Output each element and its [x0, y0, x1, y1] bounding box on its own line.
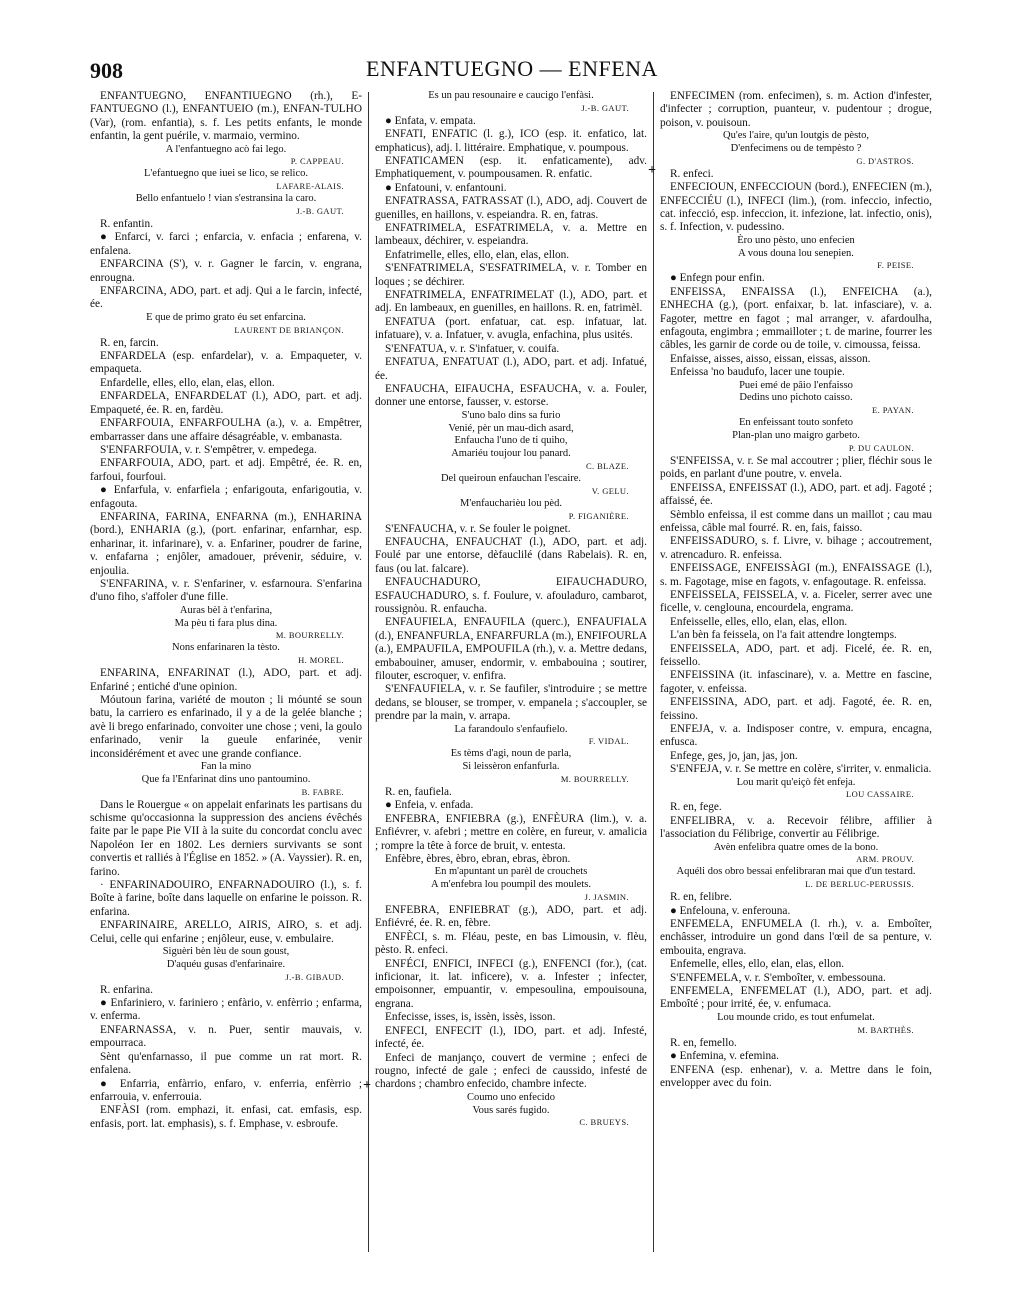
quotation-source: L. DE BERLUC-PERUSSIS.: [805, 879, 914, 890]
quotation-source: J.-B. GIBAUD.: [285, 971, 344, 982]
entry-paragraph: Enfege, ges, jo, jan, jas, jon.: [670, 749, 798, 762]
entry-paragraph: ENFEISSA, ENFAISSA (l.), ENFEICHA (a.), ENHECHA (g.), (port. enfaixar, b. lat. infasciare), v. a. Fagoter, mettre en fagot ; mal arranger, v. afardoulha, enfagouta, engimbra ; emmailloter ; t. de marine, fourrer les câbles, les garnir de corde ou de toile, v. cimoussa, feissa.: [660, 285, 932, 352]
entry-paragraph: ● Enfatouni, v. enfantouni.: [385, 181, 507, 194]
entry-paragraph: Sèmblo enfeissa, il est comme dans un maillot ; cau mau enfeissa, câble mal fourré. R. en, fais, faisso.: [660, 508, 932, 534]
entry-paragraph: Sènt qu'enfarnasso, il pue comme un rat mort. R. enfalena.: [90, 1050, 362, 1077]
entry-paragraph: R. enfarina.: [100, 983, 154, 996]
entry-paragraph: Dans le Rouergue « on appelait enfarinats les partisans du schisme qu'occasionna la suppression des anciens évêchés faite par le pape Pie VII à la suite du concordat conclu avec Napoléon Ier en 1802. Les derniers survivants se sont convertis et ralliés à l'Église en 1852. » (A. Vayssier). R. en, farino.: [90, 798, 362, 878]
quotation-line: Avèn enfelibra quatre omes de la bono.: [713, 841, 879, 853]
entry-paragraph: Enfèbre, èbres, èbro, ebran, ebras, èbron.: [385, 853, 571, 866]
entry-paragraph: ENFARINAIRE, ARELLO, AIRIS, AIRO, s. et adj. Celui, celle qui enfarine ; enjôleur, euse, v. embulaire.: [90, 919, 362, 945]
quotation-line: L'efantuegno que iuei se lico, se relico.: [144, 168, 308, 180]
quotation-line: Ma pèu ti fara plus dina.: [174, 617, 278, 629]
quotation-line: Fan la mino: [200, 761, 252, 773]
quotation-line: En enfeissant touto sonfeto: [738, 417, 854, 429]
entry-paragraph: ENFEISSELA, ADO, part. et adj. Ficelé, ée. R. en, feissello.: [660, 642, 932, 668]
quotation-line: M'enfaucharièu lou pèd.: [460, 497, 562, 509]
quotation-line: Bello enfantuelo ! vian s'estransina la caro.: [135, 193, 317, 205]
entry-paragraph: ENFEMELA, ENFEMELAT (l.), ADO, part. et adj. Emboîté ; pour irrité, ée, v. enfumaca.: [660, 985, 932, 1011]
quotation-line: Aquéli dos obro bessai enfelibraran mai que d'un testard.: [676, 866, 916, 878]
quotation-line: E que de primo grato éu set enfarcina.: [146, 311, 306, 323]
quotation-line: S'uno balo dins sa furio: [461, 409, 561, 421]
quotation-source: J.-B. GAUT.: [581, 102, 629, 113]
quotation-source: F. PEISE.: [877, 260, 914, 271]
entry-paragraph: S'ENFATRIMELA, S'ESFATRIMELA, v. r. Tomber en loques ; se déchirer.: [375, 262, 647, 288]
quotation-source: M. BOURRELLY.: [560, 774, 629, 784]
entry-paragraph: ENFEISSA, ENFEISSAT (l.), ADO, part. et adj. Fagoté ; affaissé, ée.: [660, 481, 932, 508]
quotation-source: LOU CASSAIRE.: [845, 789, 914, 800]
quotation-line: Venié, pèr un mau-dich asard,: [448, 422, 574, 434]
entry-paragraph: ENFEISSINA (it. infascinare), v. a. Mettre en fascine, fagoter, v. enfeissa.: [660, 669, 932, 695]
quotation-line: D'enfecimens ou de tempèsto ?: [730, 143, 862, 155]
entry-paragraph: Enfeisselle, elles, ello, elan, elas, ellon.: [670, 615, 848, 628]
entry-paragraph: R. enfeci.: [670, 167, 714, 180]
entry-paragraph: ● Enfeia, v. enfada.: [385, 799, 474, 812]
entry-paragraph: ENFATUA, ENFATUAT (l.), ADO, part. et adj. Infatué, ée.: [375, 356, 647, 382]
entry-paragraph: ENFAUFIELA, ENFAUFILA (querc.), ENFAUFIALA (d.), ENFANFURLA, ENFARFURLA (m.), ENFIFOURLA (a.), EMPAUFILA, EMPOUFILA (rh.), v. a. Mettre dedans, embabouiner, amuser, endormir, v. embabouina ; soutirer, filouter, escroquer, v. enfifra.: [375, 616, 647, 682]
entry-paragraph: ENFEISSADURO, s. f. Livre, v. bihage ; accoutrement, v. atrencaduro. R. enfeissa.: [660, 535, 932, 561]
entry-paragraph: ● Enfelouna, v. enferouna.: [670, 904, 791, 917]
entry-paragraph: ENFAUCHA, ENFAUCHAT (l.), ADO, part. et adj. Foulé par une entorse, dèfauclilé (dans Rabelais). R. en, faus (ou lat. falcare).: [375, 535, 647, 575]
entry-paragraph: ● Enfariniero, v. fariniero ; enfàrio, v. enfèrrio ; enfarma, v. enferma.: [90, 997, 362, 1023]
quotation-source: M. BOURRELLY.: [275, 630, 344, 641]
entry-paragraph: ENFARINA, FARINA, ENFARNA (m.), ENHARINA (bord.), ENHARIA (g.), (port. enfarinar, enfarnhar, esp. enharinar, it. infarinare), v. a. Enfariner, poudrer de farine, v. enfafarna ; enjôler, amadouer, prévenir, séduire, v. enjoulia.: [90, 510, 362, 577]
quotation-line: Es un pau resounaire e caucigo l'enfàsi.: [428, 90, 594, 101]
quotation-line: Vous sarés fugido.: [472, 1104, 550, 1116]
entry-paragraph: · ENFARINADOUIRO, ENFARNADOUIRO (l.), s. f. Boîte à farine, boîte dans laquelle on enfarine le poisson. R. enfarina.: [90, 879, 362, 918]
entry-paragraph: ENFARFOUIA, ENFARFOULHA (a.), v. a. Empêtrer, embarrasser dans une affaire désagréable, v. embanasta.: [90, 417, 362, 443]
entry-paragraph: ENFARNASSA, v. n. Puer, sentir mauvais, v. empourraca.: [90, 1023, 362, 1050]
entry-paragraph: ENFARDELA (esp. enfardelar), v. a. Empaqueter, v. empaqueta.: [90, 350, 362, 376]
column-marker: +: [648, 163, 656, 178]
quotation-line: D'aquéu gusas d'enfarinaire.: [166, 958, 286, 970]
column-marker: +: [363, 1078, 371, 1093]
entry-paragraph: ENFÀSI (rom. emphazi, it. enfasi, cat. emfasis, esp. enfasis, port. lat. emphasis), s. f. Emphase, v. esbroufe.: [90, 1104, 362, 1130]
quotation-source: ARM. PROUV.: [856, 854, 914, 865]
entry-paragraph: Enfatrimelle, elles, ello, elan, elas, ellon.: [385, 248, 570, 261]
entry-paragraph: ENFATUA (port. enfatuar, cat. esp. infatuar, lat. infatuare), v. a. Infatuer, v. avugla, enfachina, plus usités.: [375, 315, 647, 342]
quotation-line: Coumo uno enfecido: [466, 1091, 556, 1103]
entry-paragraph: ENFAUCHADURO, EIFAUCHADURO, ESFAUCHADURO, s. f. Foulure, v. afouladuro, cambarot, roussignòu. R. enfaucha.: [375, 576, 647, 615]
entry-paragraph: S'ENFEMELA, v. r. S'emboîter, v. embessouna.: [670, 971, 886, 984]
entry-paragraph: ● Enfemina, v. efemina.: [670, 1050, 779, 1063]
entry-paragraph: ENFÉCI, ENFICI, INFECI (g.), ENFENCI (for.), (cat. inficionar, it. lat. inficere), v. a. Infester ; infecter, empoisonner, empuantir, v. empesoulina, empouisouna, engrana.: [375, 957, 647, 1010]
entry-paragraph: ENFARINA, ENFARINAT (l.), ADO, part. et adj. Enfariné ; entiché d'une opinion.: [90, 667, 362, 693]
entry-paragraph: ENFARDELA, ENFARDELAT (l.), ADO, part. et adj. Empaqueté, ée. R. en, fardèu.: [90, 390, 362, 416]
entry-paragraph: R. en, felibre.: [670, 891, 732, 904]
entry-paragraph: ENFATRASSA, FATRASSAT (l.), ADO, adj. Couvert de guenilles, en haillons, v. espeiandra. R. en, fatras.: [375, 195, 647, 221]
entry-paragraph: Enfemelle, elles, ello, elan, elas, ellon.: [670, 958, 845, 971]
entry-paragraph: S'ENFAUFIELA, v. r. Se faufiler, s'introduire ; se mettre dedans, se blouser, se tromper, v. empanela ; s'accoupler, se prendre par la main, v. arrapa.: [375, 683, 647, 723]
entry-paragraph: R. en, faufiela.: [385, 786, 452, 798]
entry-paragraph: S'ENFEJA, v. r. Se mettre en colère, s'irriter, v. enmalicia.: [670, 763, 932, 776]
quotation-source: P. CAPPEAU.: [290, 156, 344, 167]
quotation-line: En m'apuntant un parèl de crouchets: [434, 866, 588, 878]
entry-paragraph: ENFELIBRA, v. a. Recevoir félibre, affilier à l'association du Félibrige, convertir au Félibrige.: [660, 814, 932, 841]
entry-paragraph: S'ENFARINA, v. r. S'enfariner, v. esfarnoura. S'enfarina d'uno fiho, s'affoler d'une fille.: [90, 577, 362, 604]
quotation-line: Lou mounde crido, es tout enfumelat.: [717, 1011, 875, 1023]
quotation-source: M. BARTHÈS.: [857, 1024, 914, 1035]
entry-paragraph: ENFEISSELA, FEISSELA, v. a. Ficeler, serrer avec une ficelle, v. cenglouna, encourdela, engrama.: [660, 588, 932, 615]
quotation-line: Es tèms d'agi, noun de parla,: [450, 748, 572, 760]
page-number: 908: [90, 58, 123, 83]
entry-paragraph: R. enfantin.: [100, 218, 154, 231]
quotation-line: Enfaucha l'uno de ti quiho,: [454, 435, 568, 447]
quotation-line: Siguèri bèn lèu de soun goust,: [162, 946, 290, 958]
entry-paragraph: ENFENA (esp. enhenar), v. a. Mettre dans le foin, envelopper avec du foin.: [660, 1063, 932, 1089]
running-head: ENFANTUEGNO — ENFENA: [366, 56, 658, 81]
entry-paragraph: ENFATICAMEN (esp. it. enfaticamente), adv. Emphatiquement, v. poumpousamen. R. enfatic.: [375, 155, 647, 181]
entry-paragraph: ENFARFOUIA, ADO, part. et adj. Empêtré, ée. R. en, farfoui, fourfoui.: [90, 457, 362, 483]
entry-paragraph: ENFAUCHA, EIFAUCHA, ESFAUCHA, v. a. Fouler, donner une entorse, fausser, v. estorse.: [375, 382, 647, 409]
quotation-line: Auras bèl à t'enfarina,: [179, 604, 273, 616]
entry-paragraph: ● Enfarci, v. farci ; enfarcia, v. enfacia ; enfarena, v. enfalena.: [90, 231, 362, 257]
entry-paragraph: ● Enfarria, enfàrrio, enfaro, v. enferria, enfèrrio ; enfarrouia, v. enferrouia.: [90, 1077, 362, 1103]
quotation-line: A vous douna lou senepien.: [738, 247, 854, 259]
quotation-line: Qu'es l'aire, qu'un loutgis de pèsto,: [723, 130, 869, 142]
quotation-line: Èro uno pèsto, uno enfecien: [737, 234, 855, 246]
quotation-source: J. JASMIN.: [584, 892, 629, 903]
entry-paragraph: Enfeci de manjanço, couvert de vermine ; enfeci de rougno, infecté de gale ; enfeci de caussido, infesté de chardons ; chambro enfecido, chambre infecte.: [375, 1051, 647, 1091]
quotation-source: E. PAYAN.: [872, 405, 914, 416]
quotation-source: J.-B. GAUT.: [296, 206, 344, 217]
entry-paragraph: ENFEBRA, ENFIEBRAT (g.), ADO, part. et adj. Enfiévré, ée. R. en, fèbre.: [375, 904, 647, 930]
quotation-line: Del queiroun enfauchan l'escaire.: [440, 472, 582, 484]
column-left: [90, 90, 362, 1270]
quotation-source: P. FIGANIÈRE.: [568, 510, 629, 521]
quotation-source: C. BRUEYS.: [579, 1117, 629, 1128]
quotation-line: La farandoulo s'enfaufielo.: [454, 723, 568, 735]
entry-paragraph: R. en, femello.: [670, 1036, 737, 1049]
entry-paragraph: L'an bèn fa feissela, on l'a fait attendre longtemps.: [670, 629, 897, 642]
entry-paragraph: Enfaisse, aisses, aisso, eissan, eissas, aisson.: [670, 352, 871, 365]
entry-paragraph: ENFARCINA (S'), v. r. Gagner le farcin, v. engrana, enrougna.: [90, 258, 362, 284]
entry-paragraph: ENFATI, ENFATIC (l. g.), ICO (esp. it. enfatico, lat. emphaticus), adj. l. littéraire. Emphatique, v. poumpous.: [375, 128, 647, 154]
quotation-source: C. BLAZE.: [585, 460, 629, 471]
entry-paragraph: Enfardelle, elles, ello, elan, elas, ellon.: [100, 376, 275, 389]
quotation-line: Nons enfarinaren la tèsto.: [172, 642, 280, 654]
entry-paragraph: S'ENFATUA, v. r. S'infatuer, v. couifa.: [385, 342, 560, 355]
quotation-line: A l'enfantuegno acò fai lego.: [165, 143, 287, 155]
quotation-line: Si leissèron enfanfurla.: [462, 761, 560, 773]
quotation-source: LAFARE-ALAIS.: [276, 181, 344, 192]
entry-paragraph: Enfeissa 'no baudufo, lacer une toupie.: [670, 366, 845, 379]
quotation-source: LAURENT DE BRIANÇON.: [234, 324, 344, 335]
column-rule: [653, 92, 654, 1252]
entry-paragraph: ENFÈCI, s. m. Fléau, peste, en bas Limousin, v. flèu, pèsto. R. enfeci.: [375, 930, 647, 957]
quotation-line: Puei emé de pâio l'enfaisso: [739, 379, 853, 391]
entry-paragraph: ● Enfegn pour enfin.: [670, 272, 765, 285]
entry-paragraph: ENFECI, ENFECIT (l.), IDO, part. et adj. Infesté, infecté, ée.: [375, 1024, 647, 1051]
quotation-line: Dedins uno pichoto caisso.: [739, 392, 853, 404]
entry-paragraph: ENFECIOUN, ENFECCIOUN (bord.), ENFECIEN (m.), ENFECCIÉU (l.), INFECI (lim.), (rom. infeccio, infectio, cat. infecció, esp. infeccion, it. infezione, lat. infectio, onis), s. f. Infection, v. pudessino.: [660, 181, 932, 234]
entry-paragraph: ● Enfata, v. empata.: [385, 114, 476, 127]
quotation-source: B. FABRE.: [301, 786, 344, 797]
entry-paragraph: S'ENFARFOUIA, v. r. S'empêtrer, v. empedega.: [100, 443, 317, 456]
quotation-line: Lou marit qu'eiçò fèt enfeja.: [736, 776, 856, 788]
entry-paragraph: ENFEMELA, ENFUMELA (l. rh.), v. a. Emboîter, enchâsser, introduire un gond dans l'œil de sa penture, v. embouita, engrava.: [660, 918, 932, 957]
entry-paragraph: S'ENFAUCHA, v. r. Se fouler le poignet.: [385, 522, 571, 535]
entry-paragraph: ENFARCINA, ADO, part. et adj. Qui a le farcin, infecté, ée.: [90, 285, 362, 311]
quotation-source: H. MOREL.: [298, 655, 344, 666]
entry-paragraph: Móutoun farina, variété de mouton ; li móunté se soun batu, la carriero es enfarinado, il y a de la gelée blanche ; avè li brego enfarinado, convoiter une chose ; veni, la goulo enfarinado, venir la gueule enfarinée, venir inconsidérément et avec une grande confiance.: [90, 693, 362, 760]
entry-paragraph: ENFEISSINA, ADO, part. et adj. Fagoté, ée. R. en, feissino.: [660, 696, 932, 722]
quotation-line: A m'enfebra lou poumpil des moulets.: [431, 879, 591, 891]
column-right: [660, 90, 932, 1270]
entry-paragraph: S'ENFEISSA, v. r. Se mal accoutrer ; plier, fléchir sous le poids, en parlant d'une poutre, v. envela.: [660, 454, 932, 481]
quotation-source: V. GELU.: [591, 485, 629, 496]
entry-paragraph: ENFEISSAGE, ENFEISSÀGI (m.), ENFAISSAGE (l.), s. m. Fagotage, mise en fagots, v. enfagoutage. R. enfeissa.: [660, 562, 932, 588]
entry-paragraph: R. en, farcin.: [100, 336, 159, 349]
quotation-line: Que fa l'Enfarinat dins uno pantoumino.: [141, 773, 311, 785]
entry-paragraph: ● Enfarfula, v. enfarfiela ; enfarigouta, enfarigoutia, v. enfagouta.: [90, 484, 362, 510]
entry-paragraph: ENFANTUEGNO, ENFANTIUEGNO (rh.), E-FANTUEGNO (l.), ENFANTUEIO (m.), ENFAN-TULHO (Var), (rom. enfantia), s. f. Les petits enfants, le monde enfantin, la gent puérile, v. marmaio, vermino.: [90, 90, 362, 143]
entry-paragraph: R. en, fege.: [670, 801, 722, 814]
entry-paragraph: ENFEJA, v. a. Indisposer contre, v. empura, encagna, enfusca.: [660, 723, 932, 749]
entry-paragraph: ENFEBRA, ENFIEBRA (g.), ENFÈURA (lim.), v. a. Enfiévrer, v. afebri ; mettre en colère, en fureur, v. amalicia ; rompre la tête à force de bruit, v. entesta.: [375, 812, 647, 852]
column-middle: [375, 90, 647, 1270]
quotation-source: P. DU CAULON.: [848, 442, 914, 453]
quotation-source: G. D'ASTROS.: [856, 155, 914, 166]
quotation-line: Amariéu toujour lou panard.: [451, 448, 571, 460]
entry-paragraph: Enfecisse, isses, is, issèn, issès, isson.: [385, 1011, 556, 1024]
entry-paragraph: ENFATRIMELA, ESFATRIMELA, v. a. Mettre en lambeaux, déchirer, v. espeiandra.: [375, 222, 647, 248]
quotation-source: F. VIDAL.: [588, 736, 629, 747]
quotation-line: Plan-plan uno maigro garbeto.: [732, 430, 860, 442]
entry-paragraph: ENFATRIMELA, ENFATRIMELAT (l.), ADO, part. et adj. En lambeaux, en guenilles, en haillons. R. en, fatrimèl.: [375, 289, 647, 315]
entry-paragraph: ENFECIMEN (rom. enfecimen), s. m. Action d'infester, d'infecter ; corruption, puanteur, v. pudentour ; drogue, poison, v. pouisoun.: [660, 90, 932, 129]
